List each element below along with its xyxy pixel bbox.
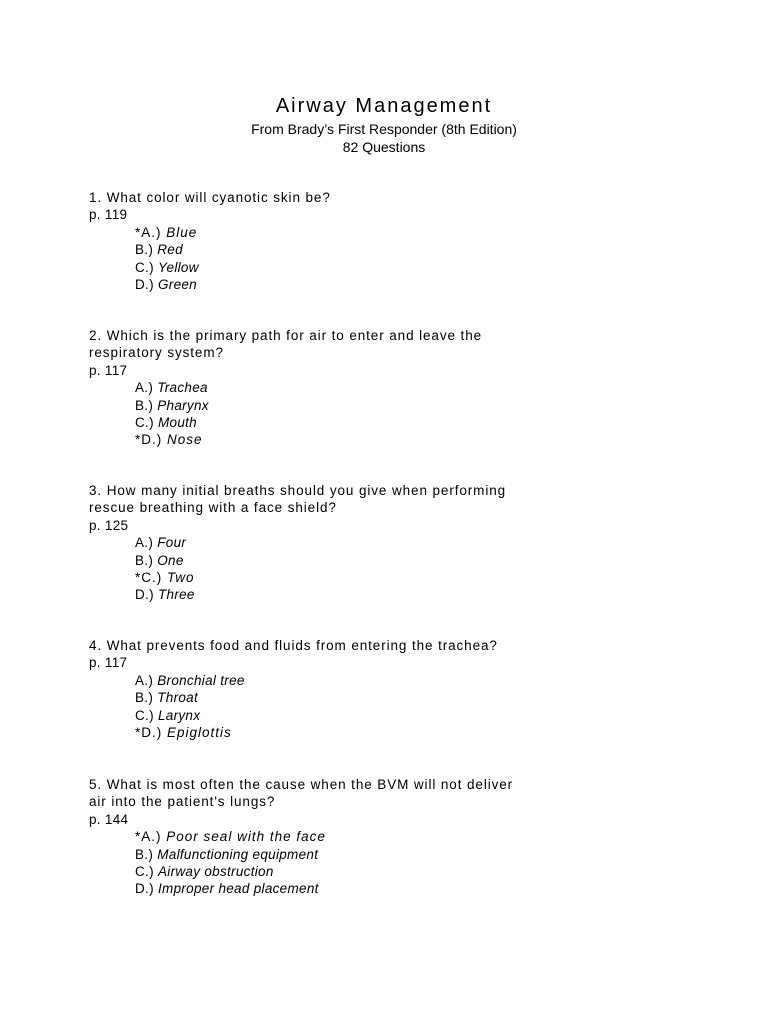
- option-label: B.): [135, 242, 154, 258]
- option-text: Bronchial tree: [157, 672, 245, 688]
- option-label: *D.): [135, 432, 163, 448]
- page-reference: p. 125: [89, 517, 129, 533]
- option-text: Airway obstruction: [157, 864, 274, 880]
- page-subtitle: From Brady’s First Responder (8th Edition): [251, 121, 517, 137]
- option-label: C.): [135, 864, 154, 880]
- answer-option-d: [135, 276, 689, 293]
- question-2: [89, 327, 689, 449]
- option-label: B.): [135, 690, 154, 706]
- answer-options: [135, 224, 689, 294]
- option-text: Three: [157, 587, 195, 603]
- option-label: B.): [135, 397, 154, 413]
- option-text: Trachea: [157, 380, 208, 396]
- answer-options: [135, 828, 689, 898]
- answer-option-c: [135, 863, 689, 880]
- question-stem: 3. How many initial breaths should you give when performing rescue breathing with a face shield?: [89, 483, 507, 516]
- answer-option-c: [135, 569, 689, 586]
- question-stem: 1. What color will cyanotic skin be?: [89, 190, 331, 205]
- option-label: A.): [135, 535, 154, 551]
- question-1: [89, 189, 689, 293]
- option-text: Larynx: [157, 707, 201, 723]
- question-3: [89, 482, 689, 604]
- answer-options: [135, 534, 689, 604]
- option-label: B.): [135, 846, 154, 862]
- option-text: Nose: [167, 432, 203, 448]
- answer-option-a: [135, 224, 689, 241]
- page-title: Airway Management: [275, 95, 493, 117]
- option-text: Malfunctioning equipment: [157, 846, 319, 862]
- option-text: Two: [167, 570, 195, 586]
- option-label: D.): [135, 881, 154, 897]
- option-text: One: [157, 552, 184, 568]
- answer-option-b: [135, 689, 689, 706]
- answer-option-c: [135, 414, 689, 431]
- page-reference: p. 144: [89, 811, 129, 827]
- answer-option-d: [135, 880, 689, 897]
- option-label: B.): [135, 552, 154, 568]
- answer-option-d: [135, 431, 689, 448]
- page-reference: p. 117: [89, 362, 128, 378]
- question-4: [89, 637, 689, 741]
- option-label: *A.): [135, 829, 162, 845]
- option-text: Blue: [166, 224, 198, 240]
- answer-option-b: [135, 846, 689, 863]
- answer-options: [135, 379, 689, 449]
- option-label: C.): [135, 707, 154, 723]
- option-text: Green: [157, 277, 197, 293]
- option-label: *D.): [135, 725, 163, 741]
- option-label: C.): [135, 415, 154, 431]
- answer-option-b: [135, 241, 689, 258]
- answer-option-d: [135, 724, 689, 741]
- question-stem: 5. What is most often the cause when the BVM will not deliver air into the patient's lungs?: [89, 777, 514, 810]
- question-5: [89, 776, 689, 898]
- option-label: *C.): [135, 570, 163, 586]
- option-label: A.): [135, 380, 154, 396]
- question-stem: 4. What prevents food and fluids from entering the trachea?: [89, 638, 498, 653]
- answer-option-b: [135, 552, 689, 569]
- option-text: Yellow: [157, 259, 199, 275]
- answer-option-c: [135, 707, 689, 724]
- option-label: A.): [135, 672, 154, 688]
- option-text: Poor seal with the face: [166, 829, 326, 845]
- option-label: *A.): [135, 224, 162, 240]
- option-text: Four: [157, 535, 187, 551]
- page-reference: p. 119: [89, 207, 128, 223]
- question-stem: 2. Which is the primary path for air to enter and leave the respiratory system?: [89, 328, 483, 361]
- answer-option-b: [135, 397, 689, 414]
- answer-option-d: [135, 586, 689, 603]
- option-text: Pharynx: [157, 397, 209, 413]
- answer-option-a: [135, 672, 689, 689]
- option-label: D.): [135, 277, 154, 293]
- answer-option-a: [135, 379, 689, 396]
- option-text: Red: [157, 242, 183, 258]
- option-text: Improper head placement: [157, 881, 319, 897]
- answer-option-a: [135, 534, 689, 551]
- question-count: 82 Questions: [342, 139, 426, 155]
- option-text: Epiglottis: [167, 725, 232, 741]
- option-text: Throat: [157, 690, 199, 706]
- option-text: Mouth: [157, 415, 197, 431]
- answer-option-a: [135, 828, 689, 845]
- option-label: D.): [135, 587, 154, 603]
- option-label: C.): [135, 259, 154, 275]
- page-reference: p. 117: [89, 655, 128, 671]
- answer-option-c: [135, 259, 689, 276]
- answer-options: [135, 672, 689, 742]
